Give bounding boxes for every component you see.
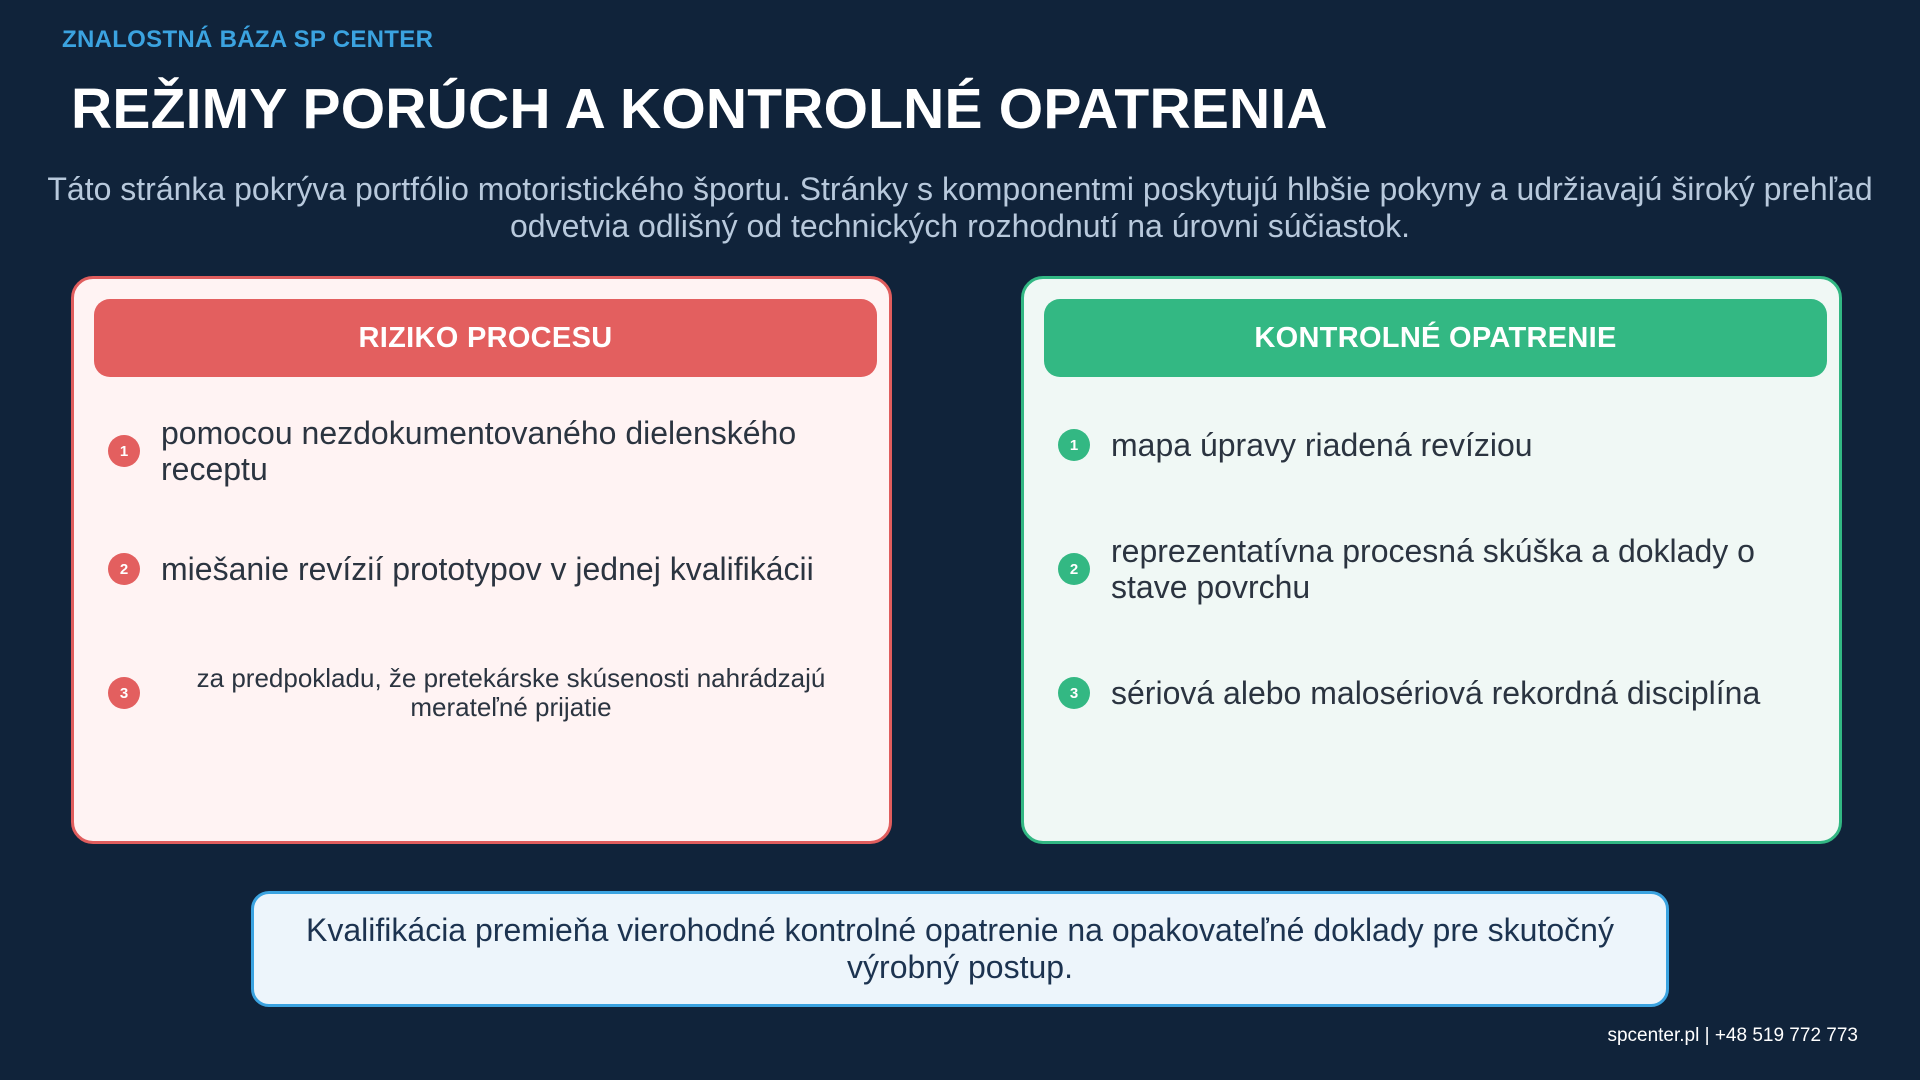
control-text-2: reprezentatívna procesná skúška a doklady o stave povrchu xyxy=(1111,533,1755,605)
risk-text-2: miešanie revízií prototypov v jednej kvalifikácii xyxy=(161,551,814,587)
control-measure-heading: KONTROLNÉ OPATRENIE xyxy=(1044,299,1827,377)
risk-text-3: za predpokladu, že pretekárske skúsenosti nahrádzajú merateľné prijatie xyxy=(196,663,826,722)
control-item-2 xyxy=(1024,519,1839,619)
control-number-2: 2 xyxy=(1058,553,1090,585)
control-number-3: 3 xyxy=(1058,677,1090,709)
brand-eyebrow: ZNALOSTNÁ BÁZA SP CENTER xyxy=(62,26,434,53)
process-risk-card xyxy=(71,276,892,844)
risk-number-3: 3 xyxy=(108,677,140,709)
control-text-1: mapa úpravy riadená revíziou xyxy=(1111,427,1533,463)
page-title: REŽIMY PORÚCH A KONTROLNÉ OPATRENIA xyxy=(71,77,1328,141)
control-measure-card xyxy=(1021,276,1842,844)
risk-item-2 xyxy=(74,519,889,619)
control-text-3: sériová alebo malosériová rekordná disciplína xyxy=(1111,675,1761,711)
risk-number-1: 1 xyxy=(108,435,140,467)
page-subtitle: Táto stránka pokrýva portfólio motoristického športu. Stránky s komponentmi poskytujú hlbšie pokyny a udržiavajú široký prehľad odvetvia odlišný od technických rozhodnutí na úrovni súčiastok. xyxy=(47,171,1873,244)
contact-info: spcenter.pl | +48 519 772 773 xyxy=(1607,1025,1858,1046)
control-item-1 xyxy=(1024,391,1839,499)
qualification-statement: Kvalifikácia premieňa vierohodné kontrolné opatrenie na opakovateľné doklady pre skutočný výrobný postup. xyxy=(251,891,1669,1007)
control-number-1: 1 xyxy=(1058,429,1090,461)
risk-item-3 xyxy=(74,643,889,743)
process-risk-heading: RIZIKO PROCESU xyxy=(94,299,877,377)
risk-number-2: 2 xyxy=(108,553,140,585)
control-item-3 xyxy=(1024,643,1839,743)
risk-item-1 xyxy=(74,397,889,505)
risk-text-1: pomocou nezdokumentovaného dielenského receptu xyxy=(161,415,797,487)
